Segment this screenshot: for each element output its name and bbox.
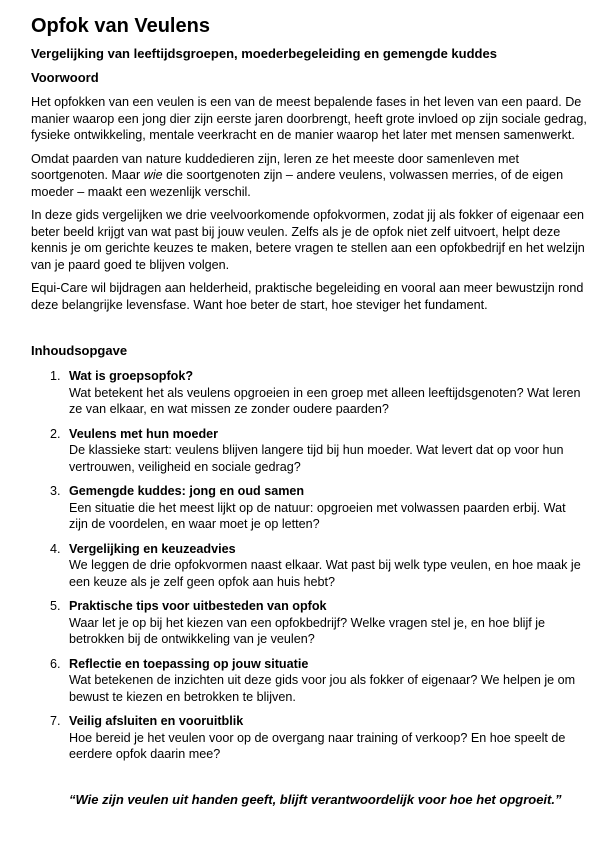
toc-item-title: Vergelijking en keuzeadvies	[69, 541, 236, 556]
toc-item-number: 3.	[50, 484, 61, 498]
toc-item-title: Praktische tips voor uitbesteden van opfok	[69, 599, 327, 613]
toc-item	[31, 713, 587, 763]
toc-item	[31, 483, 587, 533]
toc-item	[31, 541, 587, 591]
toc-item-description: Wat betekenen de inzichten uit deze gids voor jou als fokker of eigenaar? We helpen je om bewust te kiezen en betrokken te blijven.	[69, 673, 576, 704]
foreword-paragraph-4: Equi-Care wil bijdragen aan helderheid, praktische begeleiding en vooral aan meer bewustzijn rond deze belangrijke levensfase. Want hoe beter de start, hoe steviger het fundament.	[31, 281, 584, 312]
toc-item-number: 7.	[50, 714, 61, 728]
page-subtitle: Vergelijking van leeftijdsgroepen, moederbegeleiding en gemengde kuddes	[31, 46, 497, 61]
toc-item-description: Wat betekent het als veulens opgroeien in een groep met alleen leeftijdsgenoten? Wat leren ze van elkaar, en wat missen ze zonder oudere paarden?	[69, 385, 581, 416]
toc-item-number: 2.	[50, 426, 61, 441]
toc-item-description: Waar let je op bij het kiezen van een opfokbedrijf? Welke vragen stel je, en hoe blijf je betrokken bij de ontwikkeling van je veulen?	[69, 615, 546, 646]
toc-heading: Inhoudsopgave	[31, 343, 128, 358]
toc-item-title: Gemengde kuddes: jong en oud samen	[69, 484, 305, 498]
foreword-paragraph-2-after: die soortgenoten zijn – andere veulens, volwassen merries, of de eigen moeder – maakt een wezenlijk verschil.	[31, 168, 564, 199]
closing-quote: “Wie zijn veulen uit handen geeft, blijft verantwoordelijk voor hoe het opgroeit.”	[69, 791, 562, 807]
foreword-paragraph-2	[31, 151, 587, 201]
toc-item-description: Een situatie die het meest lijkt op de natuur: opgroeien met volwassen paarden erbij. Wat zijn de voordelen, en waar moet je op letten?	[69, 500, 566, 531]
foreword-heading: Voorwoord	[31, 70, 99, 85]
toc-item-title: Veulens met hun moeder	[69, 426, 219, 441]
page-title: Opfok van Veulens	[31, 15, 210, 37]
toc-list	[31, 368, 587, 763]
toc-item	[31, 368, 587, 418]
foreword-paragraph-2-before: Omdat paarden van nature kuddedieren zijn, leren ze het meeste door samenleven met soortgenoten. Maar	[31, 151, 519, 182]
toc-item-number: 5.	[50, 599, 61, 613]
toc-item-number: 1.	[50, 369, 61, 383]
foreword-paragraph-3: In deze gids vergelijken we drie veelvoorkomende opfokvormen, zodat jij als fokker of eigenaar een beter beeld krijgt van wat past bij jouw veulen. Zelfs als je de opfok niet zelf uitvoert, helpt deze kennis je om gerichte keuzes te maken, betere vragen te stellen aan een opfokbedrijf en het welzijn van je paard goed te blijven volgen.	[31, 208, 585, 272]
toc-item-number: 4.	[50, 541, 61, 556]
toc-item-description: De klassieke start: veulens blijven langere tijd bij hun moeder. Wat levert dat op voor hun vertrouwen, veiligheid en sociale gedrag?	[69, 443, 564, 474]
toc-item	[31, 426, 587, 476]
toc-item	[31, 656, 587, 706]
foreword-paragraph-2-emphasis: wie	[143, 168, 163, 182]
toc-item-title: Wat is groepsopfok?	[69, 369, 194, 383]
toc-item-description: We leggen de drie opfokvormen naast elkaar. Wat past bij welk type veulen, en hoe maak je een keuze als je zelf geen opfok aan huis hebt?	[69, 558, 581, 589]
toc-item-title: Veilig afsluiten en vooruitblik	[69, 714, 244, 728]
toc-item	[31, 598, 587, 648]
toc-item-description: Hoe bereid je het veulen voor op de overgang naar training of verkoop? En hoe speelt de eerdere opfok daarin mee?	[69, 730, 566, 761]
toc-item-title: Reflectie en toepassing op jouw situatie	[69, 656, 309, 671]
foreword-paragraph-1: Het opfokken van een veulen is een van de meest bepalende fases in het leven van een paard. De manier waarop een jong dier zijn eerste jaren doorbrengt, heeft grote invloed op zijn sociale gedrag, fysieke ontwikkeling, mentale veerkracht en de manier waarop het later met mensen samenwerkt.	[31, 95, 587, 142]
toc-item-number: 6.	[50, 656, 61, 671]
document-page	[31, 14, 587, 809]
